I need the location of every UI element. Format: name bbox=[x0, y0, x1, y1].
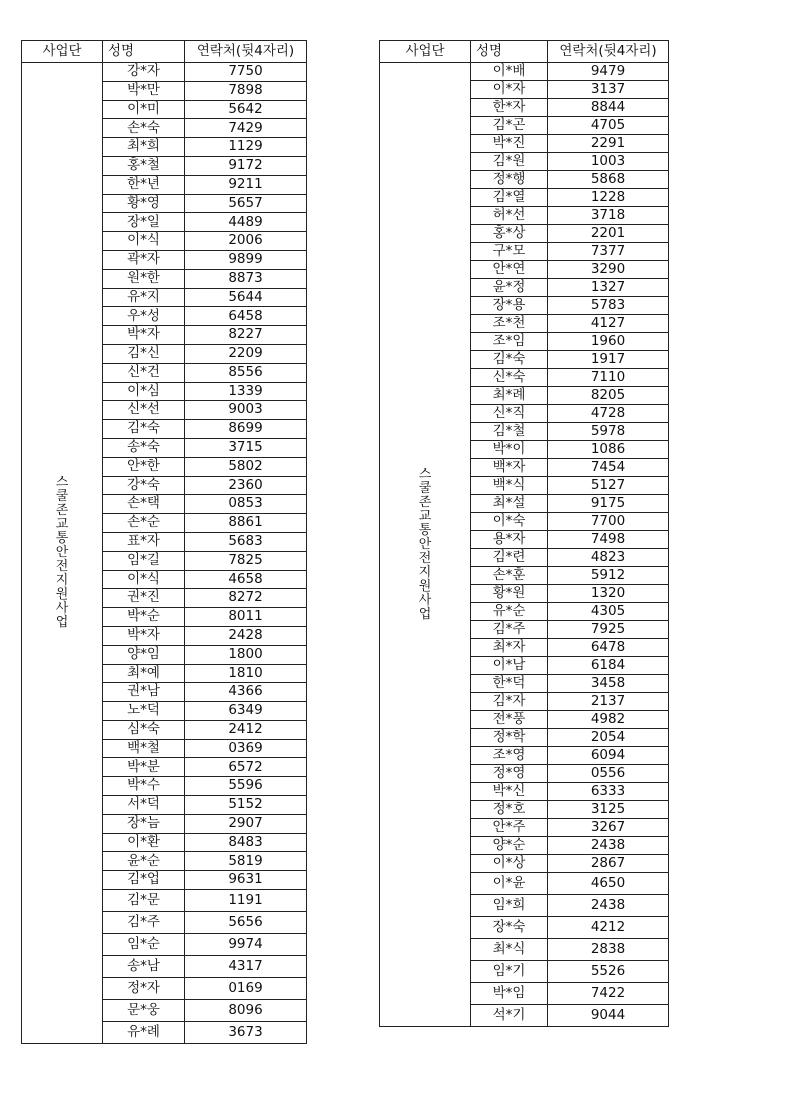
header-contact: 연락처(뒷4자리) bbox=[548, 41, 669, 63]
name-cell: 박*이 bbox=[471, 441, 548, 459]
contact-cell: 3290 bbox=[548, 261, 669, 279]
name-cell: 신*건 bbox=[103, 363, 185, 382]
contact-cell: 4650 bbox=[548, 873, 669, 895]
contact-cell: 6333 bbox=[548, 783, 669, 801]
contact-cell: 6184 bbox=[548, 657, 669, 675]
contact-cell: 5656 bbox=[185, 912, 307, 934]
left-roster-table bbox=[21, 40, 307, 1044]
name-cell: 임*길 bbox=[103, 551, 185, 570]
contact-cell: 9631 bbox=[185, 871, 307, 890]
contact-cell: 5642 bbox=[185, 100, 307, 119]
name-cell: 박*임 bbox=[471, 983, 548, 1005]
contact-cell: 5802 bbox=[185, 457, 307, 476]
contact-cell: 3267 bbox=[548, 819, 669, 837]
contact-cell: 8272 bbox=[185, 589, 307, 608]
name-cell: 한*자 bbox=[471, 99, 548, 117]
name-cell: 송*숙 bbox=[103, 438, 185, 457]
contact-cell: 7454 bbox=[548, 459, 669, 477]
name-cell: 정*호 bbox=[471, 801, 548, 819]
unit-label: 스쿨존교통안전지원사업 bbox=[418, 466, 432, 622]
name-cell: 양*임 bbox=[103, 645, 185, 664]
name-cell: 안*한 bbox=[103, 457, 185, 476]
name-cell: 장*용 bbox=[471, 297, 548, 315]
name-cell: 박*진 bbox=[471, 135, 548, 153]
name-cell: 안*연 bbox=[471, 261, 548, 279]
contact-cell: 6458 bbox=[185, 307, 307, 326]
name-cell: 정*자 bbox=[103, 978, 185, 1000]
contact-cell: 2838 bbox=[548, 939, 669, 961]
name-cell: 조*천 bbox=[471, 315, 548, 333]
name-cell: 신*직 bbox=[471, 405, 548, 423]
name-cell: 정*영 bbox=[471, 765, 548, 783]
name-cell: 이*숙 bbox=[471, 513, 548, 531]
name-cell: 원*한 bbox=[103, 269, 185, 288]
contact-cell: 0556 bbox=[548, 765, 669, 783]
contact-cell: 4728 bbox=[548, 405, 669, 423]
contact-cell: 4366 bbox=[185, 683, 307, 702]
contact-cell: 3125 bbox=[548, 801, 669, 819]
name-cell: 김*철 bbox=[471, 423, 548, 441]
header-name: 성명 bbox=[103, 41, 185, 63]
name-cell: 이*심 bbox=[103, 382, 185, 401]
contact-cell: 2137 bbox=[548, 693, 669, 711]
name-cell: 신*숙 bbox=[471, 369, 548, 387]
name-cell: 황*원 bbox=[471, 585, 548, 603]
name-cell: 김*주 bbox=[471, 621, 548, 639]
name-cell: 심*숙 bbox=[103, 720, 185, 739]
contact-cell: 9003 bbox=[185, 401, 307, 420]
name-cell: 최*식 bbox=[471, 939, 548, 961]
contact-cell: 4823 bbox=[548, 549, 669, 567]
name-cell: 박*분 bbox=[103, 758, 185, 777]
name-cell: 장*일 bbox=[103, 213, 185, 232]
name-cell: 최*자 bbox=[471, 639, 548, 657]
contact-cell: 7825 bbox=[185, 551, 307, 570]
contact-cell: 6478 bbox=[548, 639, 669, 657]
contact-cell: 1917 bbox=[548, 351, 669, 369]
contact-cell: 5978 bbox=[548, 423, 669, 441]
contact-cell: 3673 bbox=[185, 1022, 307, 1044]
contact-cell: 4489 bbox=[185, 213, 307, 232]
contact-cell: 8227 bbox=[185, 326, 307, 345]
name-cell: 유*지 bbox=[103, 288, 185, 307]
contact-cell: 5127 bbox=[548, 477, 669, 495]
contact-cell: 1129 bbox=[185, 138, 307, 157]
contact-cell: 7700 bbox=[548, 513, 669, 531]
contact-cell: 1810 bbox=[185, 664, 307, 683]
name-cell: 임*순 bbox=[103, 934, 185, 956]
contact-cell: 7422 bbox=[548, 983, 669, 1005]
contact-cell: 7498 bbox=[548, 531, 669, 549]
contact-cell: 1339 bbox=[185, 382, 307, 401]
contact-cell: 2428 bbox=[185, 626, 307, 645]
name-cell: 홍*철 bbox=[103, 156, 185, 175]
unit-cell bbox=[380, 63, 471, 1027]
contact-cell: 5868 bbox=[548, 171, 669, 189]
contact-cell: 2907 bbox=[185, 814, 307, 833]
name-cell: 노*덕 bbox=[103, 702, 185, 721]
name-cell: 송*남 bbox=[103, 956, 185, 978]
name-cell: 권*남 bbox=[103, 683, 185, 702]
name-cell: 김*업 bbox=[103, 871, 185, 890]
contact-cell: 9044 bbox=[548, 1005, 669, 1027]
name-cell: 김*숙 bbox=[471, 351, 548, 369]
name-cell: 한*덕 bbox=[471, 675, 548, 693]
name-cell: 허*선 bbox=[471, 207, 548, 225]
contact-cell: 5526 bbox=[548, 961, 669, 983]
contact-cell: 7750 bbox=[185, 63, 307, 82]
name-cell: 한*년 bbox=[103, 175, 185, 194]
name-cell: 구*모 bbox=[471, 243, 548, 261]
contact-cell: 4305 bbox=[548, 603, 669, 621]
contact-cell: 2360 bbox=[185, 476, 307, 495]
name-cell: 손*숙 bbox=[103, 119, 185, 138]
name-cell: 김*원 bbox=[471, 153, 548, 171]
name-cell: 강*자 bbox=[103, 63, 185, 82]
name-cell: 김*숙 bbox=[103, 420, 185, 439]
name-cell: 김*신 bbox=[103, 344, 185, 363]
name-cell: 최*례 bbox=[471, 387, 548, 405]
name-cell: 윤*순 bbox=[103, 852, 185, 871]
contact-cell: 5657 bbox=[185, 194, 307, 213]
name-cell: 박*만 bbox=[103, 81, 185, 100]
contact-cell: 2412 bbox=[185, 720, 307, 739]
contact-cell: 7429 bbox=[185, 119, 307, 138]
name-cell: 손*순 bbox=[103, 514, 185, 533]
unit-label: 스쿨존교통안전지원사업 bbox=[55, 475, 69, 631]
right-roster-table bbox=[379, 40, 669, 1027]
contact-cell: 5819 bbox=[185, 852, 307, 871]
name-cell: 장*늠 bbox=[103, 814, 185, 833]
contact-cell: 7377 bbox=[548, 243, 669, 261]
header-unit: 사업단 bbox=[22, 41, 103, 63]
contact-cell: 5644 bbox=[185, 288, 307, 307]
name-cell: 정*학 bbox=[471, 729, 548, 747]
name-cell: 조*영 bbox=[471, 747, 548, 765]
contact-cell: 6349 bbox=[185, 702, 307, 721]
contact-cell: 1228 bbox=[548, 189, 669, 207]
contact-cell: 8873 bbox=[185, 269, 307, 288]
contact-cell: 5152 bbox=[185, 796, 307, 815]
contact-cell: 3715 bbox=[185, 438, 307, 457]
contact-cell: 1191 bbox=[185, 890, 307, 912]
contact-cell: 5912 bbox=[548, 567, 669, 585]
contact-cell: 5783 bbox=[548, 297, 669, 315]
contact-cell: 5683 bbox=[185, 532, 307, 551]
name-cell: 이*윤 bbox=[471, 873, 548, 895]
contact-cell: 8205 bbox=[548, 387, 669, 405]
contact-cell: 3458 bbox=[548, 675, 669, 693]
contact-cell: 6572 bbox=[185, 758, 307, 777]
name-cell: 백*철 bbox=[103, 739, 185, 758]
name-cell: 김*자 bbox=[471, 693, 548, 711]
contact-cell: 0853 bbox=[185, 495, 307, 514]
name-cell: 김*련 bbox=[471, 549, 548, 567]
contact-cell: 2054 bbox=[548, 729, 669, 747]
name-cell: 손*택 bbox=[103, 495, 185, 514]
contact-cell: 4658 bbox=[185, 570, 307, 589]
header-name: 성명 bbox=[471, 41, 548, 63]
name-cell: 이*식 bbox=[103, 232, 185, 251]
contact-cell: 9899 bbox=[185, 250, 307, 269]
name-cell: 석*기 bbox=[471, 1005, 548, 1027]
contact-cell: 8844 bbox=[548, 99, 669, 117]
name-cell: 김*곤 bbox=[471, 117, 548, 135]
contact-cell: 2209 bbox=[185, 344, 307, 363]
name-cell: 표*자 bbox=[103, 532, 185, 551]
name-cell: 백*식 bbox=[471, 477, 548, 495]
contact-cell: 4212 bbox=[548, 917, 669, 939]
table-row bbox=[380, 63, 669, 81]
name-cell: 박*자 bbox=[103, 626, 185, 645]
name-cell: 안*주 bbox=[471, 819, 548, 837]
name-cell: 이*식 bbox=[103, 570, 185, 589]
contact-cell: 7110 bbox=[548, 369, 669, 387]
name-cell: 황*영 bbox=[103, 194, 185, 213]
contact-cell: 7925 bbox=[548, 621, 669, 639]
name-cell: 최*설 bbox=[471, 495, 548, 513]
contact-cell: 2201 bbox=[548, 225, 669, 243]
header-contact: 연락처(뒷4자리) bbox=[185, 41, 307, 63]
contact-cell: 1327 bbox=[548, 279, 669, 297]
contact-cell: 2291 bbox=[548, 135, 669, 153]
contact-cell: 1320 bbox=[548, 585, 669, 603]
name-cell: 박*자 bbox=[103, 326, 185, 345]
contact-cell: 4982 bbox=[548, 711, 669, 729]
contact-cell: 1086 bbox=[548, 441, 669, 459]
name-cell: 권*진 bbox=[103, 589, 185, 608]
name-cell: 이*자 bbox=[471, 81, 548, 99]
name-cell: 손*훈 bbox=[471, 567, 548, 585]
contact-cell: 8861 bbox=[185, 514, 307, 533]
name-cell: 윤*정 bbox=[471, 279, 548, 297]
contact-cell: 0369 bbox=[185, 739, 307, 758]
contact-cell: 4317 bbox=[185, 956, 307, 978]
name-cell: 장*숙 bbox=[471, 917, 548, 939]
header-row bbox=[22, 41, 307, 63]
name-cell: 임*기 bbox=[471, 961, 548, 983]
name-cell: 곽*자 bbox=[103, 250, 185, 269]
contact-cell: 9479 bbox=[548, 63, 669, 81]
contact-cell: 9175 bbox=[548, 495, 669, 513]
contact-cell: 1003 bbox=[548, 153, 669, 171]
name-cell: 정*행 bbox=[471, 171, 548, 189]
contact-cell: 4705 bbox=[548, 117, 669, 135]
name-cell: 박*신 bbox=[471, 783, 548, 801]
name-cell: 조*임 bbox=[471, 333, 548, 351]
name-cell: 서*덕 bbox=[103, 796, 185, 815]
contact-cell: 9211 bbox=[185, 175, 307, 194]
name-cell: 유*순 bbox=[471, 603, 548, 621]
contact-cell: 1800 bbox=[185, 645, 307, 664]
name-cell: 김*주 bbox=[103, 912, 185, 934]
name-cell: 박*수 bbox=[103, 777, 185, 796]
contact-cell: 6094 bbox=[548, 747, 669, 765]
contact-cell: 3718 bbox=[548, 207, 669, 225]
contact-cell: 8699 bbox=[185, 420, 307, 439]
name-cell: 백*자 bbox=[471, 459, 548, 477]
contact-cell: 1960 bbox=[548, 333, 669, 351]
table-row bbox=[22, 63, 307, 82]
header-row bbox=[380, 41, 669, 63]
contact-cell: 9974 bbox=[185, 934, 307, 956]
contact-cell: 8483 bbox=[185, 833, 307, 852]
name-cell: 박*순 bbox=[103, 608, 185, 627]
contact-cell: 2438 bbox=[548, 837, 669, 855]
contact-cell: 0169 bbox=[185, 978, 307, 1000]
contact-cell: 3137 bbox=[548, 81, 669, 99]
contact-cell: 8011 bbox=[185, 608, 307, 627]
contact-cell: 8556 bbox=[185, 363, 307, 382]
name-cell: 문*웅 bbox=[103, 1000, 185, 1022]
name-cell: 이*환 bbox=[103, 833, 185, 852]
name-cell: 이*남 bbox=[471, 657, 548, 675]
name-cell: 최*희 bbox=[103, 138, 185, 157]
name-cell: 이*배 bbox=[471, 63, 548, 81]
name-cell: 유*례 bbox=[103, 1022, 185, 1044]
name-cell: 김*문 bbox=[103, 890, 185, 912]
contact-cell: 8096 bbox=[185, 1000, 307, 1022]
name-cell: 임*희 bbox=[471, 895, 548, 917]
name-cell: 용*자 bbox=[471, 531, 548, 549]
contact-cell: 7898 bbox=[185, 81, 307, 100]
contact-cell: 5596 bbox=[185, 777, 307, 796]
contact-cell: 9172 bbox=[185, 156, 307, 175]
name-cell: 홍*상 bbox=[471, 225, 548, 243]
name-cell: 양*순 bbox=[471, 837, 548, 855]
name-cell: 이*미 bbox=[103, 100, 185, 119]
unit-cell bbox=[22, 63, 103, 1044]
contact-cell: 4127 bbox=[548, 315, 669, 333]
name-cell: 전*풍 bbox=[471, 711, 548, 729]
contact-cell: 2006 bbox=[185, 232, 307, 251]
name-cell: 김*열 bbox=[471, 189, 548, 207]
name-cell: 이*상 bbox=[471, 855, 548, 873]
name-cell: 신*선 bbox=[103, 401, 185, 420]
name-cell: 우*성 bbox=[103, 307, 185, 326]
contact-cell: 2438 bbox=[548, 895, 669, 917]
name-cell: 최*예 bbox=[103, 664, 185, 683]
header-unit: 사업단 bbox=[380, 41, 471, 63]
contact-cell: 2867 bbox=[548, 855, 669, 873]
name-cell: 강*숙 bbox=[103, 476, 185, 495]
